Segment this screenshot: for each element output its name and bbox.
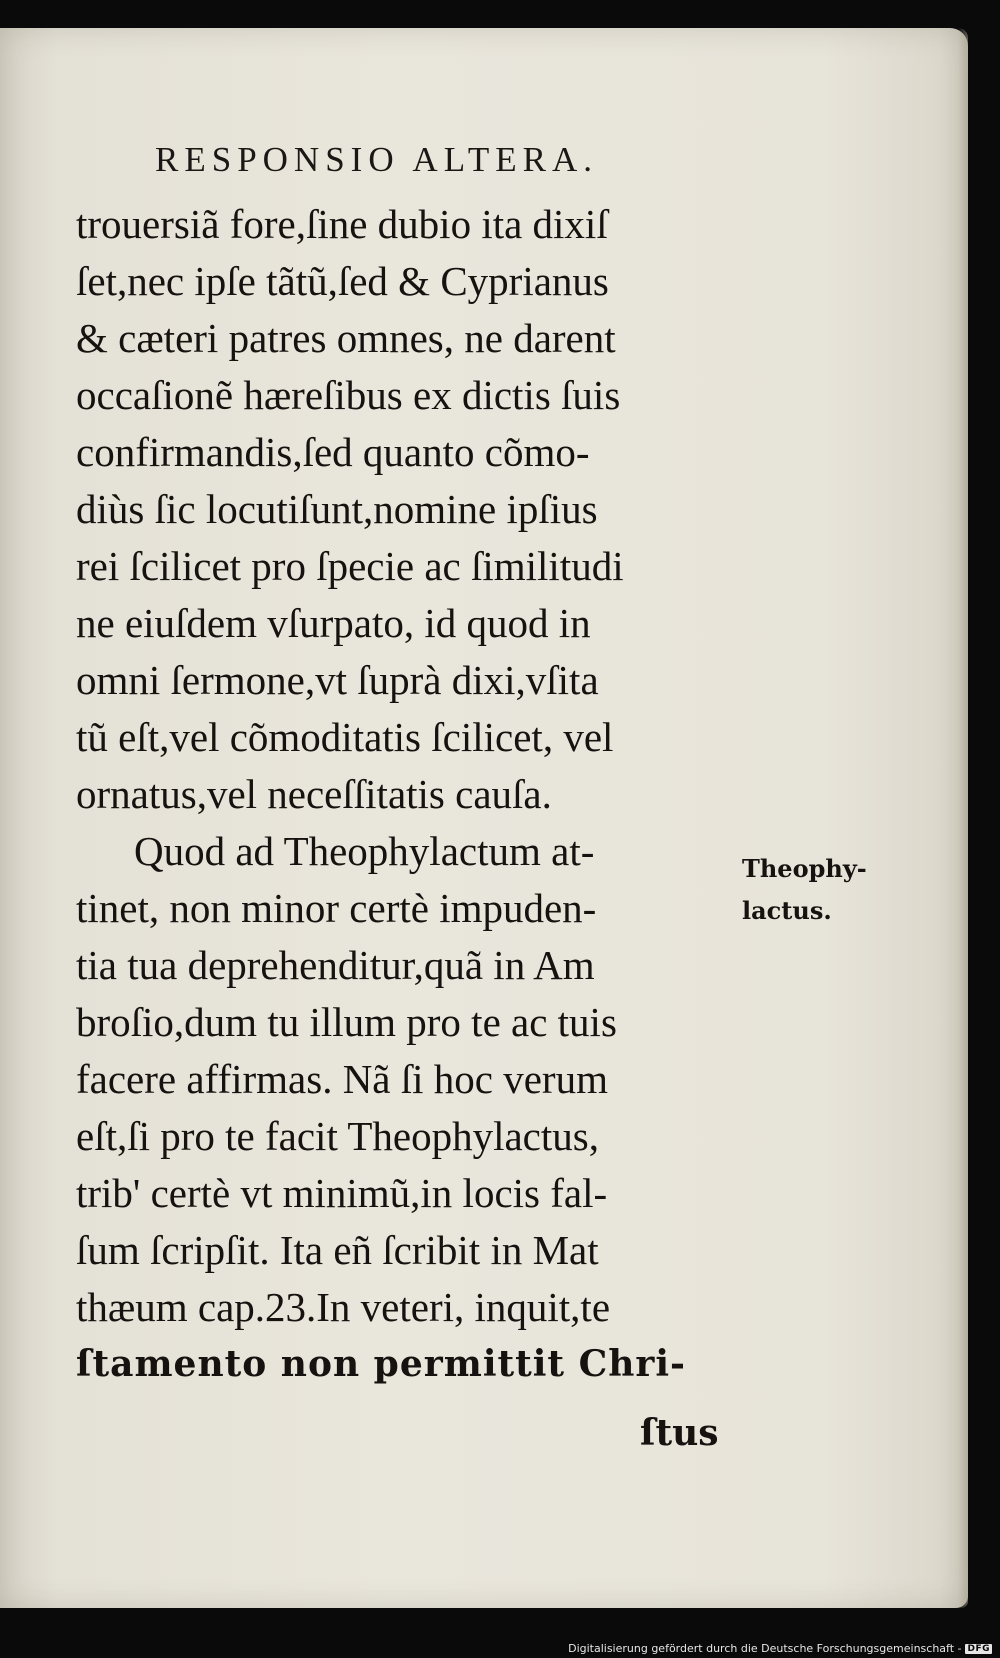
marginal-note-line: lactus. xyxy=(742,896,832,925)
page-edge xyxy=(958,28,968,1608)
text-line: ſum ſcripſit. Ita eñ ſcribit in Mat xyxy=(76,1227,599,1273)
text-line: ornatus,vel neceſſitatis cauſa. xyxy=(76,771,552,817)
text-line: broſio,dum tu illum pro te ac tuis xyxy=(76,999,617,1045)
digitization-credit xyxy=(568,1642,992,1655)
marginal-note xyxy=(742,848,867,932)
text-line: tũ eſt,vel cõmoditatis ſcilicet, vel xyxy=(76,714,614,760)
running-header: RESPONSIO ALTERA. xyxy=(155,140,598,179)
text-line: confirmandis,ſed quanto cõmo- xyxy=(76,429,590,475)
text-line: diùs ſic locutiſunt,nomine ipſius xyxy=(76,486,598,532)
catchword: ſtus xyxy=(640,1412,719,1454)
text-line: omni ſermone,vt ſuprà dixi,vſita xyxy=(76,657,599,703)
book-page xyxy=(0,28,968,1608)
text-line: occaſionẽ hæreſibus ex dictis ſuis xyxy=(76,372,621,418)
dfg-logo: DFG xyxy=(967,1643,990,1654)
paragraph-start-line: Quod ad Theophylactum at- xyxy=(134,828,595,874)
text-line: tinet, non minor certè impuden- xyxy=(76,885,597,931)
text-line: ne eiuſdem vſurpato, id quod in xyxy=(76,600,591,646)
text-line: facere affirmas. Nã ſi hoc verum xyxy=(76,1056,608,1102)
text-line: eſt,ſi pro te facit Theophylactus, xyxy=(76,1113,599,1159)
text-line: ſet,nec ipſe tãtũ,ſed & Cyprianus xyxy=(76,258,609,304)
text-line: thæum cap.23.In veteri, inquit,te xyxy=(76,1284,611,1330)
text-line: & cæteri patres omnes, ne darent xyxy=(76,315,616,361)
body-text xyxy=(76,196,736,1393)
text-line: rei ſcilicet pro ſpecie ac ſimilitudi xyxy=(76,543,624,589)
text-line: trouersiã fore,ſine dubio ita dixiſ xyxy=(76,201,608,247)
marginal-note-line: Theophy- xyxy=(742,854,867,883)
credit-text: Digitalisierung gefördert durch die Deutsche Forschungsgemeinschaft - xyxy=(568,1642,962,1655)
text-line: trib' certè vt minimũ,in locis fal- xyxy=(76,1170,608,1216)
text-line: tia tua deprehenditur,quã in Am xyxy=(76,942,595,988)
blackletter-line: ſtamento non permittit Chri- xyxy=(76,1343,686,1385)
